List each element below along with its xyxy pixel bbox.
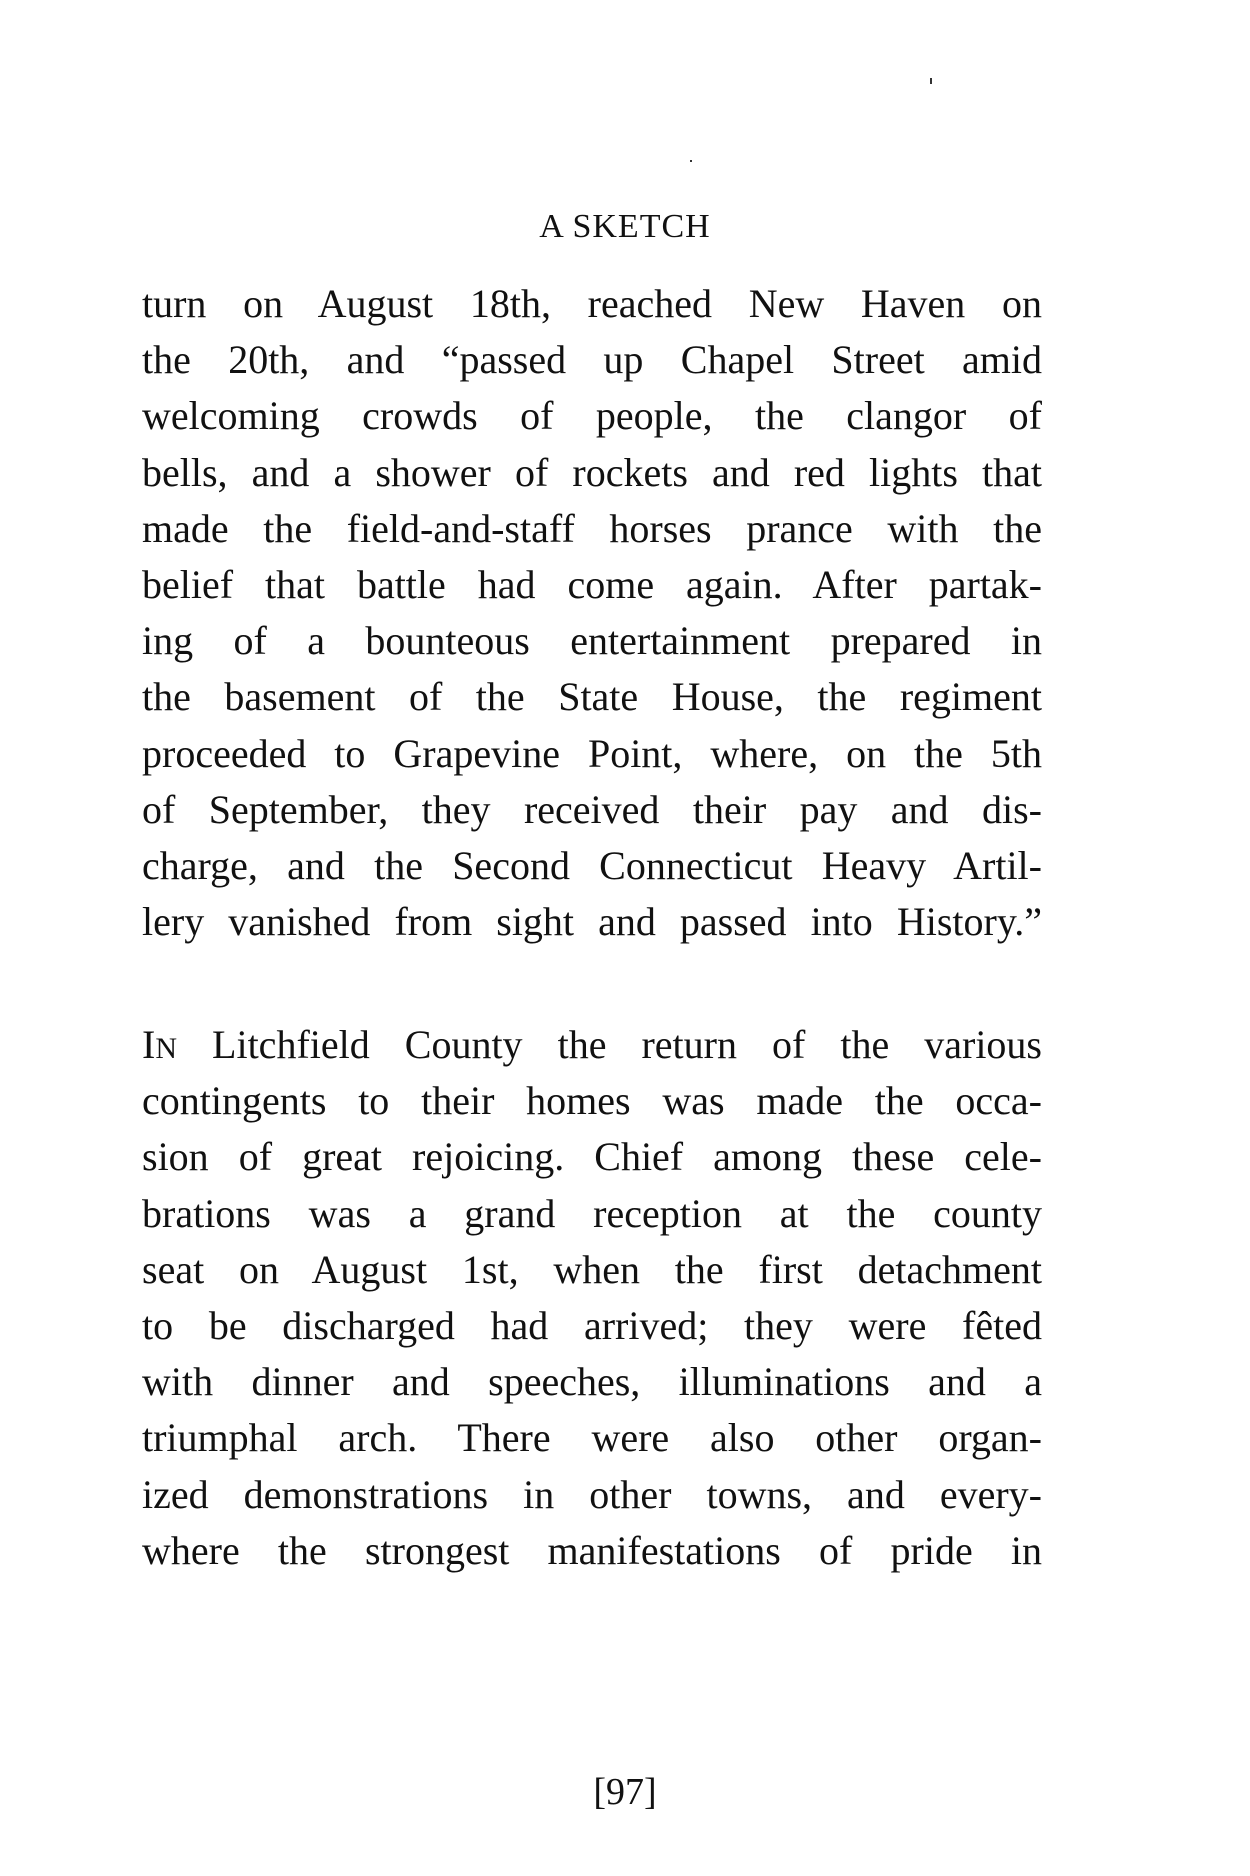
text-line: to be discharged had arrived; they were fêted [142,1303,1042,1348]
text-line: made the field-and-staff horses prance with the [142,505,1042,551]
text-line: turn on August 18th, reached New Haven on [142,281,1042,326]
text-line: of September, they received their pay and dis- [142,786,1042,832]
text-line: bells, and a shower of rockets and red lights that [142,449,1042,495]
text-line: IN Litchfield County the return of the various [142,1022,1042,1067]
text-line: ized demonstrations in other towns, and every- [142,1471,1042,1517]
scan-speck [930,78,932,84]
text-line: brations was a grand reception at the county [142,1190,1042,1236]
text-line: the basement of the State House, the regiment [142,674,1042,720]
text-line: triumphal arch. There were also other organ- [142,1415,1042,1461]
page-number: [97] [593,1771,657,1813]
text-line: ing of a bounteous entertainment prepared in [142,618,1042,664]
text-line: proceeded to Grapevine Point, where, on the 5th [142,730,1042,776]
small-caps-initial: I [142,1022,156,1067]
text-line: belief that battle had come again. After partak- [142,562,1042,607]
running-head: A SKETCH [539,208,711,245]
scan-speck [690,160,692,162]
small-caps-rest: N [155,1032,177,1065]
text-line: the 20th, and “passed up Chapel Street amid [142,337,1042,383]
text-line: with dinner and speeches, illuminations and a [142,1359,1042,1405]
text-line: charge, and the Second Connecticut Heavy Artil- [142,843,1042,888]
text-line: where the strongest manifestations of pride in [142,1527,1042,1573]
text-line: lery vanished from sight and passed into History.” [142,899,1042,945]
text-line: contingents to their homes was made the occa- [142,1078,1042,1124]
text-line: seat on August 1st, when the first detachment [142,1246,1042,1292]
text-line: welcoming crowds of people, the clangor of [142,393,1042,439]
text-line: sion of great rejoicing. Chief among these cele- [142,1134,1042,1180]
